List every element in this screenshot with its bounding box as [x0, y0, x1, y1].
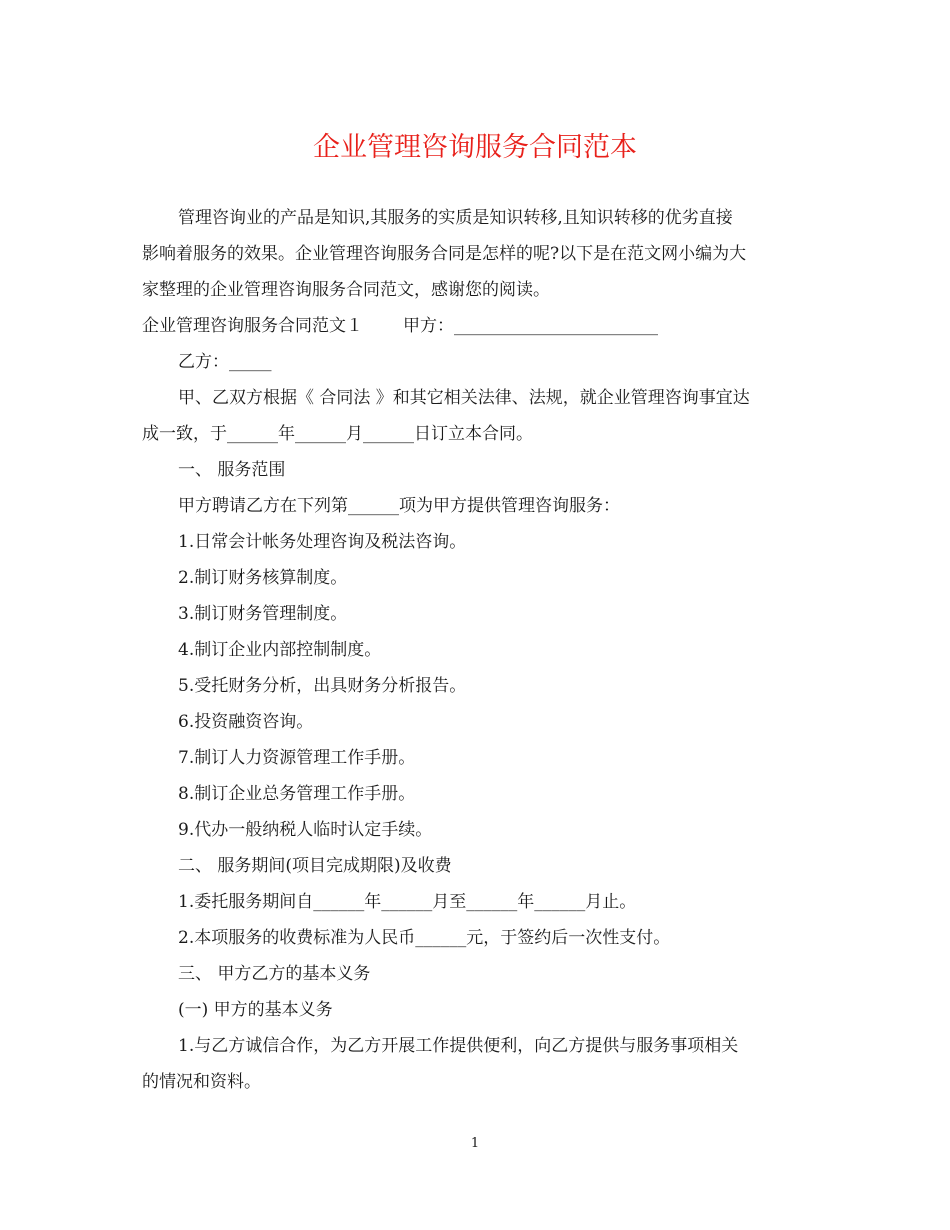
list-item: 2.制订财务核算制度。	[178, 568, 348, 588]
list-item: 1.日常会计帐务处理咨询及税法咨询。	[178, 532, 467, 552]
section-intro: 甲方聘请乙方在下列第______项为甲方提供管理咨询服务：	[178, 496, 620, 516]
list-item: 8.制订企业总务管理工作手册。	[178, 784, 416, 804]
list-item: 5.受托财务分析，出具财务分析报告。	[178, 676, 467, 696]
sub-section-heading: (一) 甲方的基本义务	[178, 1000, 333, 1020]
sample-heading-line	[142, 308, 810, 344]
list-item: 9.代办一般纳税人临时认定手续。	[178, 820, 433, 840]
party-b-field: 乙方：_____	[178, 352, 272, 372]
document-title: 企业管理咨询服务合同范本	[313, 132, 637, 163]
list-item: 4.制订企业内部控制制度。	[178, 640, 382, 660]
section-heading: 二、 服务期间(项目完成期限)及收费	[178, 856, 452, 876]
list-item-continuation: 的情况和资料。	[142, 1072, 261, 1092]
list-item: 1.委托服务期间自______年______月至______年______月止。	[178, 892, 637, 912]
list-item: 1.与乙方诚信合作，为乙方开展工作提供便利，向乙方提供与服务事项相关	[178, 1036, 739, 1056]
page-number: 1	[470, 1136, 480, 1151]
list-item: 6.投资融资咨询。	[178, 712, 314, 732]
list-item: 7.制订人力资源管理工作手册。	[178, 748, 416, 768]
sample-heading: 企业管理咨询服务合同范文１	[142, 316, 363, 336]
section-heading: 一、 服务范围	[178, 460, 286, 480]
intro-line: 管理咨询业的产品是知识,其服务的实质是知识转移,且知识转移的优劣直接	[178, 208, 733, 228]
list-item: 2.本项服务的收费标准为人民币______元，于签约后一次性支付。	[178, 928, 671, 948]
intro-line: 家整理的企业管理咨询服务合同范文，感谢您的阅读。	[142, 280, 550, 300]
list-item: 3.制订财务管理制度。	[178, 604, 348, 624]
party-a-field: 甲方：________________________	[403, 316, 658, 336]
agreement-line: 成一致，于______年______月______日订立本合同。	[142, 424, 533, 444]
agreement-line: 甲、乙双方根据《 合同法 》和其它相关法律、法规，就企业管理咨询事宜达	[178, 388, 750, 408]
section-heading: 三、 甲方乙方的基本义务	[178, 964, 371, 984]
intro-line: 影响着服务的效果。企业管理咨询服务合同是怎样的呢?以下是在范文网小编为大	[142, 244, 747, 264]
document-body	[142, 200, 810, 1100]
